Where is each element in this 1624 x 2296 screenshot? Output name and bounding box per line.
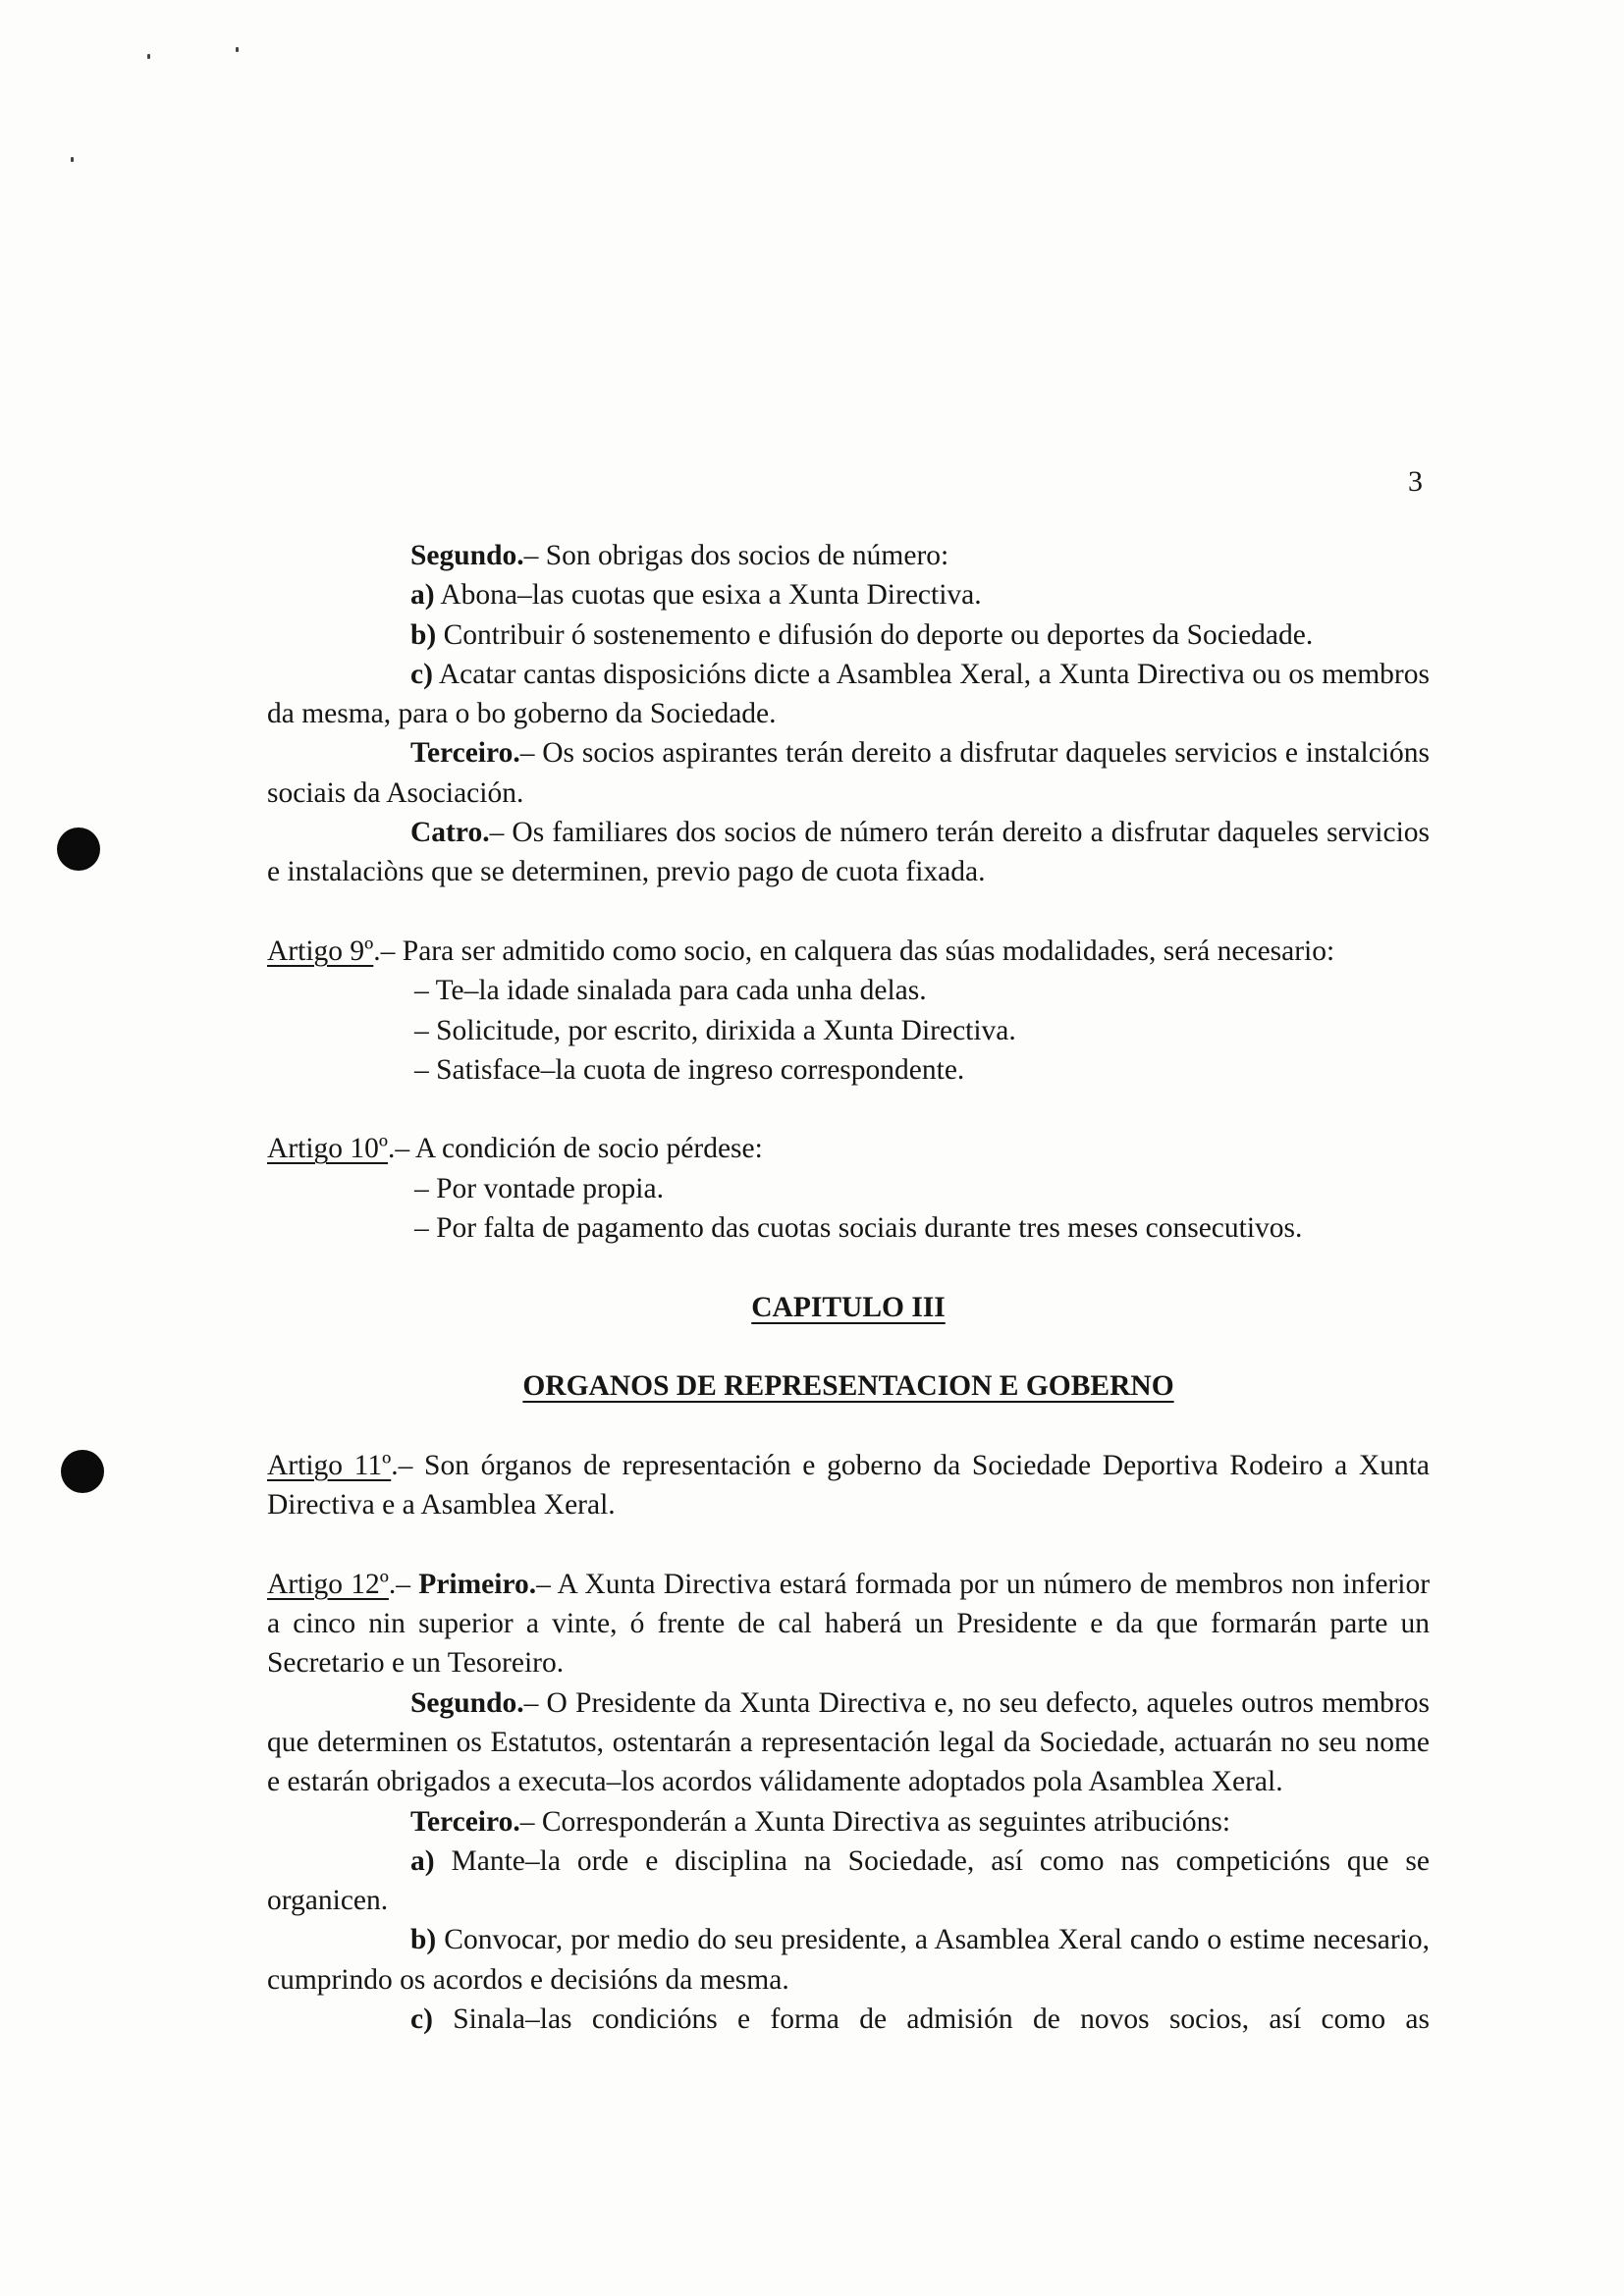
text: – Os socios aspirantes terán dereito a disfrutar daqueles servicios e instalcións sociais da Asociación. — [267, 737, 1430, 809]
label: Segundo. — [410, 1686, 524, 1719]
label: a) — [410, 1844, 435, 1877]
chapter-subtitle-text: ORGANOS DE REPRESENTACION E GOBERNO — [522, 1370, 1174, 1403]
article-label: Artigo 12º — [267, 1568, 389, 1600]
list-item: – Por falta de pagamento das cuotas sociais durante tres meses consecutivos. — [414, 1212, 1303, 1245]
list-item: – Por vontade propia. — [414, 1172, 664, 1204]
text: .– Para ser admitido como socio, en calquera das súas modalidades, será necesario: — [373, 934, 1335, 967]
label: a) — [410, 579, 435, 612]
paragraph-segundo — [267, 536, 1430, 575]
label: b) — [410, 618, 437, 651]
scan-speck — [71, 157, 74, 162]
text: Sinala–las condicións e forma de admisión de novos socios, así como as — [432, 2002, 1430, 2035]
punch-hole — [57, 828, 100, 871]
chapter-title-text: CAPITULO III — [751, 1291, 946, 1323]
text: Convocar, por medio do seu presidente, a Asamblea Xeral cando o estime necesario, cumprindo os acordos e decisións da mesma. — [267, 1924, 1430, 1996]
list-item: – Satisface–la cuota de ingreso correspondente. — [414, 1053, 965, 1086]
list-item: – Solicitude, por escrito, dirixida a Xunta Directiva. — [414, 1014, 1016, 1046]
page-number: 3 — [1408, 465, 1423, 498]
article-12: Artigo 12º.– Primeiro.– A Xunta Directiva estará formada por un número de membros non inferior a cinco nin superior a vinte, ó frente de cal haberá un Presidente e da que formarán parte un Secretario e un Tesoreiro. — [267, 1568, 1431, 1680]
text: .– Son órganos de representación e goberno da Sociedade Deportiva Rodeiro a Xunta Directiva e a Asamblea Xeral. — [267, 1449, 1430, 1522]
item-c — [267, 655, 1430, 734]
label: c) — [410, 658, 433, 690]
text: Mante–la orde e disciplina na Sociedade, así como nas competicións que se organicen. — [267, 1844, 1430, 1917]
label: Primeiro. — [418, 1568, 537, 1600]
document-body — [267, 536, 1430, 2039]
text: – Corresponderán a Xunta Directiva as seguintes atribucións: — [519, 1805, 1231, 1838]
text: – A Xunta Directiva estará formada por un número de membros non inferior a cinco nin superior a vinte, ó frente de cal haberá un Presidente e da que formarán parte un Secretario e un Tesoreiro. — [267, 1568, 1431, 1680]
article-label: Artigo 11º — [267, 1449, 392, 1481]
paragraph-segundo — [267, 1683, 1430, 1802]
paragraph-terceiro — [267, 1802, 1430, 1842]
item-a — [267, 1842, 1430, 1921]
label: Catro. — [410, 817, 490, 849]
paragraph-terceiro — [267, 733, 1430, 813]
text: – O Presidente da Xunta Directiva e, no seu defecto, aqueles outros membros que determinen os Estatutos, ostentarán a representación legal da Sociedade, actuarán no seu nome e estarán obrigados a executa–los acordos válidamente adoptados pola Asamblea Xeral. — [267, 1686, 1430, 1798]
text: Contribuir ó sostenemento e difusión do deporte ou deportes da Sociedade. — [436, 618, 1314, 651]
article-10 — [267, 1129, 1430, 1168]
label: Terceiro. — [410, 1805, 520, 1838]
punch-hole — [61, 1450, 104, 1493]
scan-speck — [147, 54, 150, 59]
scan-speck — [236, 47, 239, 52]
list-item: – Te–la idade sinalada para cada unha delas. — [414, 975, 927, 1007]
chapter-subtitle — [267, 1366, 1430, 1406]
label: c) — [410, 2002, 433, 2035]
article-label: Artigo 9º — [267, 934, 374, 967]
text: Acatar cantas disposicións dicte a Asamblea Xeral, a Xunta Directiva ou os membros da mesma, para o bo goberno da Sociedade. — [267, 658, 1430, 730]
label: b) — [410, 1924, 437, 1956]
paragraph-catro — [267, 813, 1430, 892]
text: – Os familiares dos socios de número terán dereito a disfrutar daqueles servicios e instalaciòns que se determinen, previo pago de cuota fixada. — [267, 817, 1430, 888]
item-b — [267, 615, 1430, 655]
item-a — [267, 575, 1430, 614]
label: Terceiro. — [410, 737, 520, 770]
item-c — [267, 2000, 1430, 2039]
article-11 — [267, 1446, 1430, 1525]
article-9 — [267, 932, 1430, 971]
chapter-title — [267, 1288, 1430, 1327]
article-label: Artigo 10º — [267, 1133, 389, 1165]
text: – Son obrigas dos socios de número: — [523, 540, 949, 571]
label: Segundo. — [410, 540, 524, 571]
text: .– A condición de socio pérdese: — [388, 1133, 763, 1165]
item-b — [267, 1920, 1430, 2000]
text: Abona–las cuotas que esixa a Xunta Directiva. — [434, 579, 982, 612]
